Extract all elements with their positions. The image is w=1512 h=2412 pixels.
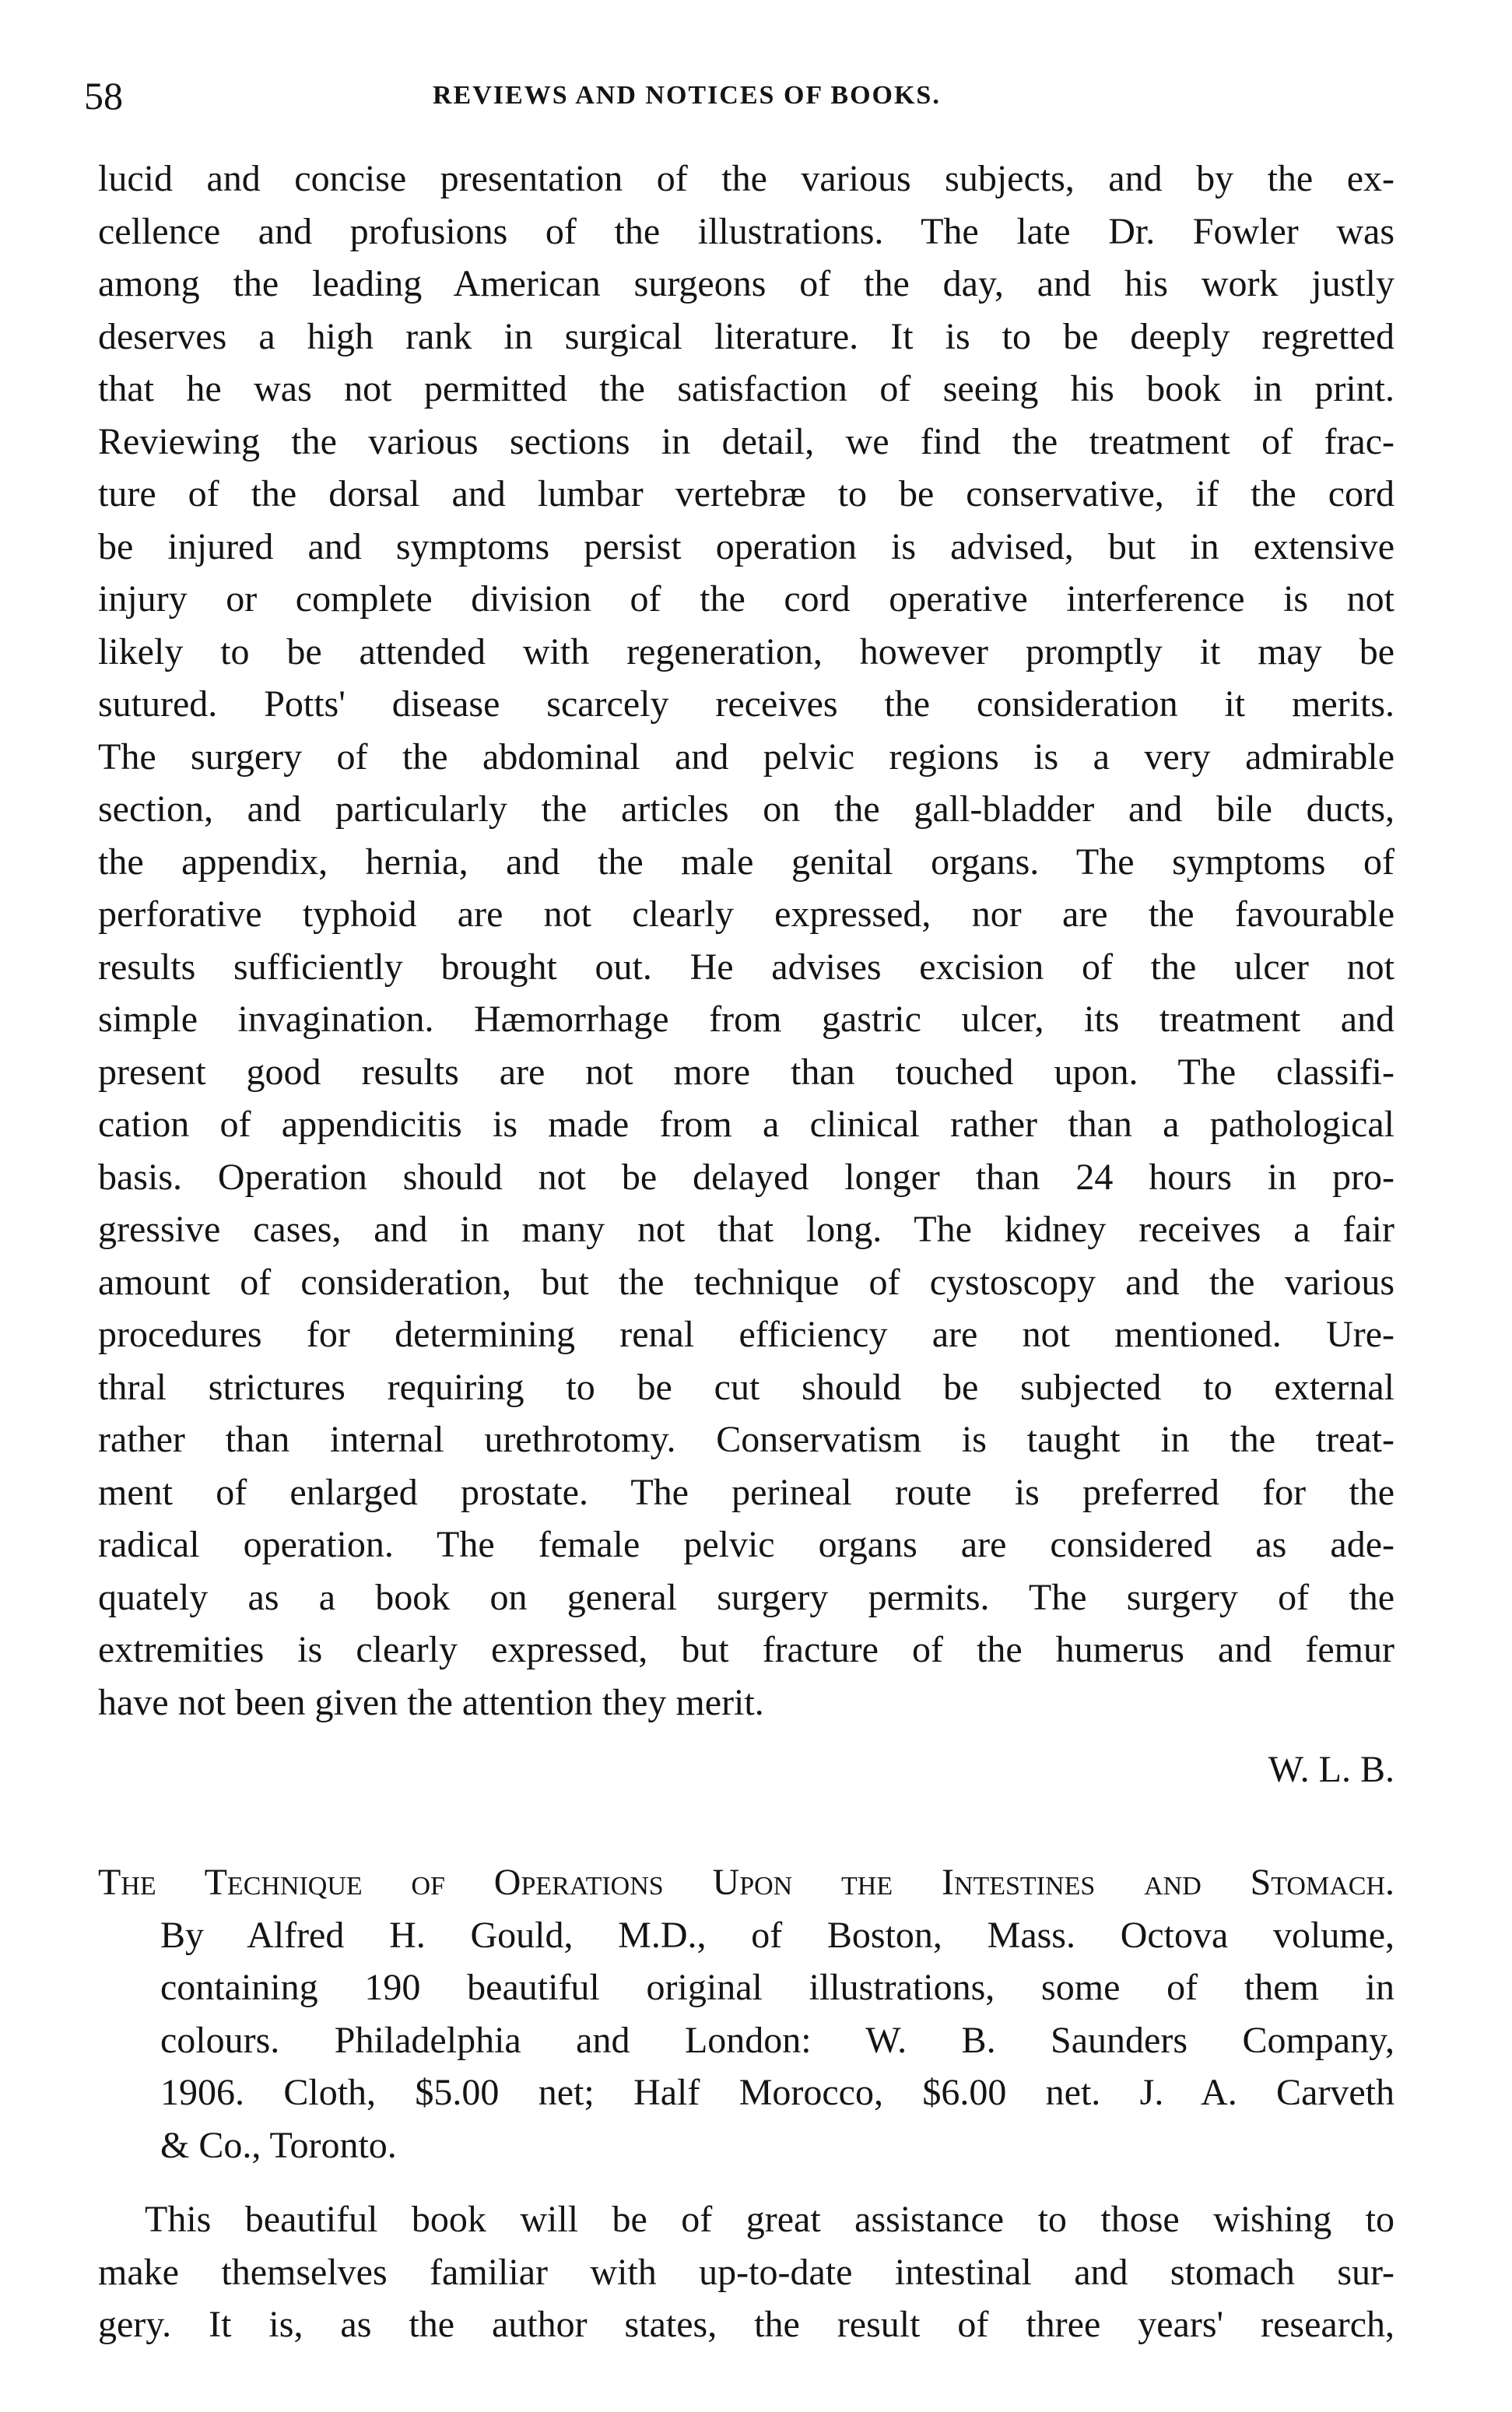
book-details-line: & Co., Toronto. <box>160 2124 397 2166</box>
text-line: amount of consideration, but the technique of cystoscopy and the various <box>98 1261 1394 1303</box>
book-details-line: containing 190 beautiful original illustrations, some of them in <box>160 1967 1394 2008</box>
text-line: basis. Operation should not be delayed longer than 24 hours in pro- <box>98 1156 1394 1198</box>
text-line: the appendix, hernia, and the male genital organs. The symptoms of <box>98 841 1394 883</box>
text-line: This beautiful book will be of great assistance to those wishing to <box>145 2199 1394 2240</box>
book-title: The Technique of Operations Upon the Intestines and Stomach. <box>98 1862 1394 1903</box>
signature-initials: W. L. B. <box>1268 1749 1394 1790</box>
text-line: likely to be attended with regeneration, however promptly it may be <box>98 630 1394 672</box>
review-text <box>98 153 1394 1729</box>
text-line: thral strictures requiring to be cut should be subjected to external <box>98 1366 1394 1408</box>
text-line: simple invagination. Hæmorrhage from gastric ulcer, its treatment and <box>98 999 1394 1040</box>
book-details-line: 1906. Cloth, $5.00 net; Half Morocco, $6.00 net. J. A. Carveth <box>160 2072 1394 2113</box>
text-line: rather than internal urethrotomy. Conservatism is taught in the treat- <box>98 1419 1394 1460</box>
running-title: REVIEWS AND NOTICES OF BOOKS. <box>433 81 941 110</box>
text-line: deserves a high rank in surgical literature. It is to be deeply regretted <box>98 315 1394 357</box>
book-listing <box>98 1856 1394 2172</box>
text-line: extremities is clearly expressed, but fracture of the humerus and femur <box>98 1629 1394 1670</box>
reviewer-signature <box>98 1743 1394 1796</box>
text-line: Reviewing the various sections in detail, we find the treatment of frac- <box>98 420 1394 462</box>
text-line: procedures for determining renal efficiency are not mentioned. Ure- <box>98 1314 1394 1355</box>
text-line: make themselves familiar with up-to-date intestinal and stomach sur- <box>98 2251 1394 2293</box>
text-line: The surgery of the abdominal and pelvic regions is a very admirable <box>98 736 1394 778</box>
text-line: radical operation. The female pelvic organs are considered as ade- <box>98 1524 1394 1565</box>
text-line: that he was not permitted the satisfaction of seeing his book in print. <box>98 368 1394 409</box>
book-details-line: By Alfred H. Gould, M.D., of Boston, Mass. Octova volume, <box>160 1914 1394 1956</box>
page-number: 58 <box>84 74 123 118</box>
text-line: gressive cases, and in many not that long. The kidney receives a fair <box>98 1209 1394 1250</box>
text-line: have not been given the attention they merit. <box>98 1681 764 1723</box>
text-line: sutured. Potts' disease scarcely receives the consideration it merits. <box>98 683 1394 725</box>
text-line: present good results are not more than touched upon. The classifi- <box>98 1051 1394 1093</box>
running-head <box>84 68 1423 123</box>
text-line: gery. It is, as the author states, the result of three years' research, <box>98 2304 1394 2345</box>
text-line: results sufficiently brought out. He advises excision of the ulcer not <box>98 946 1394 988</box>
text-line: lucid and concise presentation of the various subjects, and by the ex- <box>98 158 1394 199</box>
text-line: section, and particularly the articles on the gall-bladder and bile ducts, <box>98 788 1394 830</box>
text-line: quately as a book on general surgery permits. The surgery of the <box>98 1576 1394 1618</box>
text-line: injury or complete division of the cord operative interference is not <box>98 578 1394 620</box>
text-line: cellence and profusions of the illustrations. The late Dr. Fowler was <box>98 210 1394 252</box>
text-line: perforative typhoid are not clearly expressed, nor are the favourable <box>98 894 1394 935</box>
text-line: ment of enlarged prostate. The perineal route is preferred for the <box>98 1471 1394 1513</box>
text-line: among the leading American surgeons of the day, and his work justly <box>98 263 1394 304</box>
book-details-line: colours. Philadelphia and London: W. B. Saunders Company, <box>160 2019 1394 2061</box>
text-line: be injured and symptoms persist operation is advised, but in extensive <box>98 525 1394 567</box>
text-line: cation of appendicitis is made from a clinical rather than a pathological <box>98 1104 1394 1145</box>
next-review-text <box>98 2193 1394 2351</box>
text-line: ture of the dorsal and lumbar vertebræ to be conservative, if the cord <box>98 473 1394 514</box>
